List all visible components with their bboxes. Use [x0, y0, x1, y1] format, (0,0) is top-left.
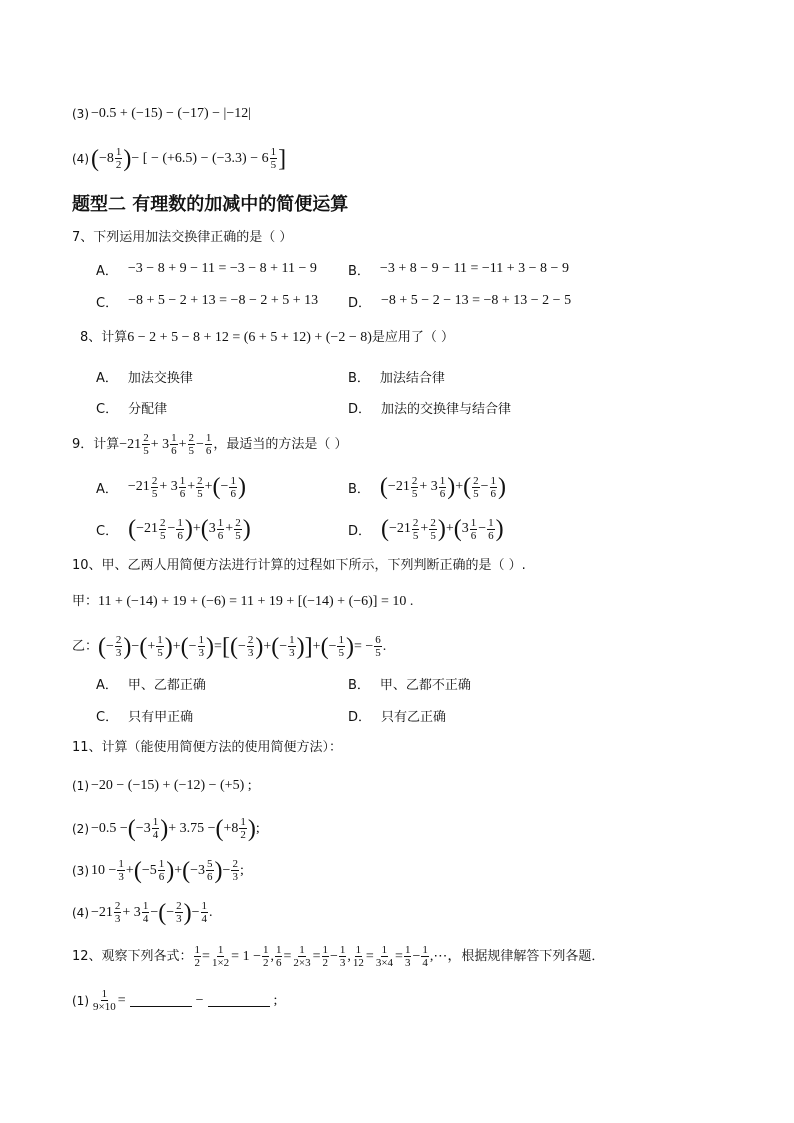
fraction: $\frac{1}{5}$ — [270, 146, 277, 171]
part-label: (4) — [72, 151, 89, 166]
q10-option-c[interactable]: C． 只有甲正确 — [96, 709, 194, 725]
q11-stem: 11、计算（能使用简便方法的使用简便方法）： — [72, 740, 343, 755]
math-expression: − [ − (+6.5) − (−3.3) − 6 — [131, 150, 269, 166]
q8-option-c[interactable]: C． 分配律 — [96, 401, 168, 417]
q10-stem: 10、甲、乙两人用简便方法进行计算的过程如下所示，下列判断正确的是（ ）. — [72, 558, 526, 573]
math-expression: 6 − 2 + 5 − 8 + 12 = (6 + 5 + 12) + (−2 − 8) — [127, 330, 372, 345]
q9-option-a[interactable]: A． −21 $\frac{2}{5}$ + 3 $\frac{1}{6}$ + $\frac{2}{5}$ + ( − $\frac{1}{6}$ ) — [96, 474, 246, 500]
q11-part-1: (1) −20 − (−15) + (−12) − (+5) ; — [72, 776, 252, 796]
fraction: $\frac{1}{2}$ — [115, 146, 122, 171]
q11-part-2: (2) −0.5 − ( −3 $\frac{1}{4}$ ) + 3.75 − ( +8 $\frac{1}{2}$ ) ; — [72, 815, 260, 842]
q10-option-a[interactable]: A． 甲、乙都正确 — [96, 677, 206, 693]
answer-blank-2[interactable] — [208, 994, 270, 1007]
section-heading: 题型二 有理数的加减中的简便运算 — [72, 194, 349, 215]
q11-part-4: (4) −21 $\frac{2}{3}$ + 3 $\frac{1}{4}$ − ( − $\frac{2}{3}$ ) − $\frac{1}{4}$ . — [72, 899, 213, 926]
q10-jia: 甲： 11 + (−14) + 19 + (−6) = 11 + 19 + [(−14) + (−6)] = 10 . — [72, 592, 413, 612]
paren-open: ( — [91, 145, 99, 172]
q7-option-a[interactable]: A． −3 − 8 + 9 − 11 = −3 − 8 + 11 − 9 — [96, 261, 317, 279]
math-expression: −0.5 + (−15) − (−17) − |−12| — [91, 106, 252, 121]
q9-option-b[interactable]: B． ( −21 $\frac{2}{5}$ + 3 $\frac{1}{6}$ ) + ( $\frac{2}{5}$ − $\frac{1}{6}$ ) — [348, 474, 507, 500]
q7-option-d[interactable]: D． −8 + 5 − 2 − 13 = −8 + 13 − 2 − 5 — [348, 293, 572, 311]
q10-yi: 乙： ( − $\frac{2}{3}$ ) − ( + $\frac{1}{5}$ ) + ( − $\frac{1}{3}$ ) = [ ( − $\frac{2}{3}$ ) + ( − $\frac{1}{3}$ ) ] + ( − $\frac{1}{5}$ ) = − $\frac{6}{5}$ . — [72, 633, 387, 660]
q8-option-d[interactable]: D． 加法的交换律与结合律 — [348, 401, 512, 417]
q7-stem: 7、下列运用加法交换律正确的是（ ） — [72, 230, 293, 245]
prev-part-4 — [72, 146, 286, 171]
math-expression: −20 − (−15) + (−12) − (+5) ; — [91, 778, 252, 793]
q9-stem: 9．计算 −21 $\frac{2}{5}$ + 3 $\frac{1}{6}$ + $\frac{2}{5}$ − $\frac{1}{6}$ ，最适当的方法是（ ） — [72, 432, 348, 457]
bracket-close: ] — [278, 145, 287, 172]
q7-option-b[interactable]: B． −3 + 8 − 9 − 11 = −11 + 3 − 8 − 9 — [348, 261, 569, 279]
q10-option-d[interactable]: D． 只有乙正确 — [348, 709, 447, 725]
math-expression: 11 + (−14) + 19 + (−6) = 11 + 19 + [(−14) + (−6)] = 10 . — [98, 594, 414, 609]
q8-option-a[interactable]: A． 加法交换律 — [96, 370, 193, 386]
q9-option-c[interactable]: C． ( −21 $\frac{2}{5}$ − $\frac{1}{6}$ ) + ( 3 $\frac{1}{6}$ + $\frac{2}{5}$ ) — [96, 516, 251, 542]
q12-stem: 12、观察下列各式： $\frac{1}{2}$ = $\frac{1}{1\times 2}$ = 1 − $\frac{1}{2}$ , $\frac{1}{6}$ = $\frac{1}{2\times 3}$ = $\frac{1}{2}$ − $\frac{1}{3}$ , $\frac{1}{12}$ = $\frac{1}{3\times 4}$ = $\frac{1}{3}$ − $\frac{1}{4}$ ,⋯， 根据规律解答下列各题． — [72, 944, 605, 969]
q12-part-1: (1) $\frac{1}{9\times 10}$ = − ; — [72, 988, 278, 1013]
answer-blank-1[interactable] — [130, 994, 192, 1007]
q11-part-3: (3) 10 − $\frac{1}{3}$ + ( −5 $\frac{1}{6}$ ) + ( −3 $\frac{5}{6}$ ) − $\frac{2}{3}$ ; — [72, 857, 244, 884]
q8-stem: 8、计算 6 − 2 + 5 − 8 + 12 = (6 + 5 + 12) + (−2 − 8) 是应用了（ ） — [80, 328, 454, 348]
math-expression: −8 — [99, 150, 114, 166]
q10-option-b[interactable]: B． 甲、乙都不正确 — [348, 677, 471, 693]
paren-close: ) — [123, 145, 132, 172]
q7-option-c[interactable]: C． −8 + 5 − 2 + 13 = −8 − 2 + 5 + 13 — [96, 293, 319, 311]
q8-option-b[interactable]: B． 加法结合律 — [348, 370, 445, 386]
part-label: (3) — [72, 107, 89, 121]
q9-option-d[interactable]: D． ( −21 $\frac{2}{5}$ + $\frac{2}{5}$ ) + ( 3 $\frac{1}{6}$ − $\frac{1}{6}$ ) — [348, 516, 504, 542]
prev-part-3 — [72, 104, 251, 124]
